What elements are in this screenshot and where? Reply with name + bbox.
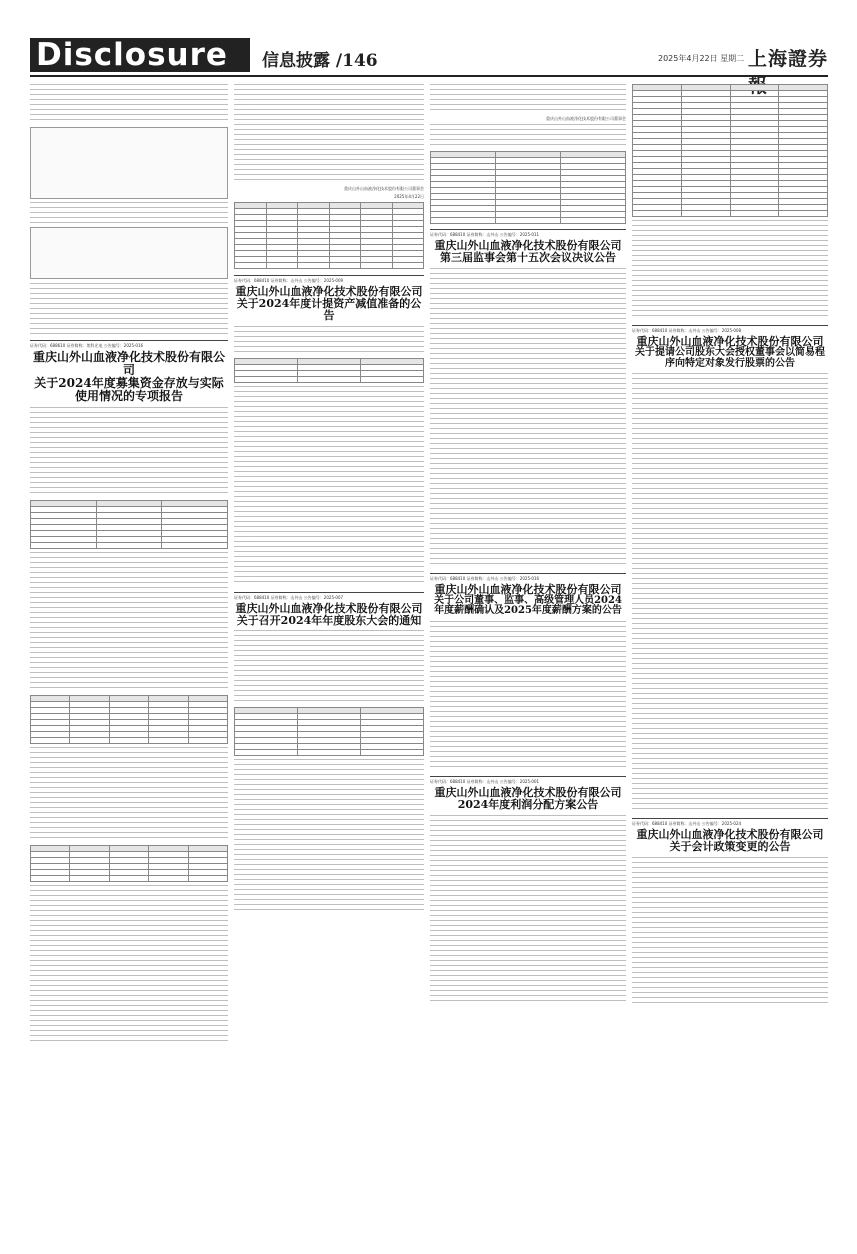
signoff: 重庆山外山血液净化技术股份有限公司董事会 (546, 116, 626, 121)
data-table (234, 707, 424, 756)
company-name: 重庆山外山血液净化技术股份有限公司 (32, 350, 225, 377)
article-body (430, 268, 626, 568)
section-rule (632, 818, 828, 819)
article-body (30, 747, 228, 842)
article-title: 关于2024年度计提资产减值准备的公告 (236, 296, 422, 322)
column-4 (632, 84, 828, 1007)
code-line: 证券代码：688410 证券简称：山外山 公告编号：2025-024 (632, 821, 742, 827)
column-2 (234, 84, 424, 914)
company-name: 重庆山外山血液净化技术股份有限公司 (235, 285, 423, 298)
column-3 (430, 84, 626, 1005)
article-title: 关于公司董事、监事、高级管理人员2024年度薪酬确认及2025年度薪酬方案的公告 (434, 594, 622, 617)
article-body (234, 326, 424, 356)
code-line: 证券代码：688410 证券简称：山外山 公告编号：2025-008 (632, 328, 742, 333)
section-rule (430, 573, 626, 574)
issue-date: 2025年4月22日 星期二 (658, 54, 745, 63)
article-title: 关于2024年度募集资金存放与实际使用情况的专项报告 (34, 375, 224, 403)
masthead-rule (30, 75, 828, 77)
section-rule (430, 776, 626, 777)
text-block (30, 84, 228, 124)
column-1 (30, 84, 228, 1045)
article-title: 2024年度利润分配方案公告 (457, 798, 599, 812)
article-body (430, 815, 626, 1005)
code-line: 证券代码：688410 证券简称：山外山 公告编号：2025-009 (234, 278, 344, 283)
data-table (430, 151, 626, 224)
flow-chart (30, 127, 228, 199)
company-name: 重庆山外山血液净化技术股份有限公司 (636, 335, 824, 348)
code-line: 证券代码：688410 证券简称：山外山 公告编号：2025-016 (430, 575, 540, 581)
section-rule (234, 592, 424, 593)
article-title: 关于召开2024年年度股东大会的通知 (236, 613, 422, 627)
text-block (30, 283, 228, 338)
disclosure-logo: Disclosure (30, 38, 250, 72)
section-title: 信息披露 /146 (262, 51, 378, 71)
article-title: 第三届监事会第十五次会议决议公告 (440, 250, 616, 264)
data-table (30, 845, 228, 882)
article-body (430, 124, 626, 149)
article-body (632, 857, 828, 1007)
article-title: 关于提请公司股东大会授权董事会以简易程序向特定对象发行股票的公告 (635, 346, 825, 369)
section-rule (632, 325, 828, 326)
signoff: 重庆山外山血液净化技术股份有限公司董事会 (344, 186, 424, 191)
article-body (30, 885, 228, 1045)
article-body (430, 621, 626, 771)
data-table (30, 500, 228, 549)
article-body (234, 386, 424, 586)
company-name: 重庆山外山血液净化技术股份有限公司 (434, 786, 622, 800)
data-table (234, 202, 424, 269)
newspaper-page (30, 36, 828, 1226)
article-body (632, 220, 828, 320)
data-table (30, 695, 228, 744)
code-line: 证券代码：688410 证券简称：山外山 公告编号：2025-001 (430, 779, 540, 785)
article-body (234, 759, 424, 914)
signoff-date: 2025年4月22日 (394, 194, 424, 199)
text-block (30, 202, 228, 224)
article-body (234, 630, 424, 705)
section-rule (30, 340, 228, 341)
company-name: 重庆山外山血液净化技术股份有限公司 (235, 601, 423, 615)
section-rule (430, 229, 626, 230)
section-rule (234, 275, 424, 276)
article-body (30, 407, 228, 497)
data-table (632, 84, 828, 217)
code-line: 证券代码：688410 证券简称：山外山 公告编号：2025-011 (430, 232, 540, 237)
article-body (632, 373, 828, 813)
flow-chart (30, 227, 228, 279)
newspaper-brand: 上海證券 (748, 48, 829, 70)
article-title: 关于会计政策变更的公告 (669, 840, 791, 854)
data-table (234, 358, 424, 383)
code-line: 证券代码：688610 证券简称：埃科光电 公告编号：2025-016 (30, 343, 144, 348)
company-name: 重庆山外山血液净化技术股份有限公司 (434, 582, 622, 596)
article-body (30, 552, 228, 692)
article-body (430, 84, 626, 114)
code-line: 证券代码：688410 证券简称：山外山 公告编号：2025-007 (234, 594, 344, 600)
company-name: 重庆山外山血液净化技术股份有限公司 (434, 239, 622, 252)
article-body (234, 84, 424, 184)
company-name: 重庆山外山血液净化技术股份有限公司 (636, 828, 824, 842)
masthead (30, 36, 828, 74)
